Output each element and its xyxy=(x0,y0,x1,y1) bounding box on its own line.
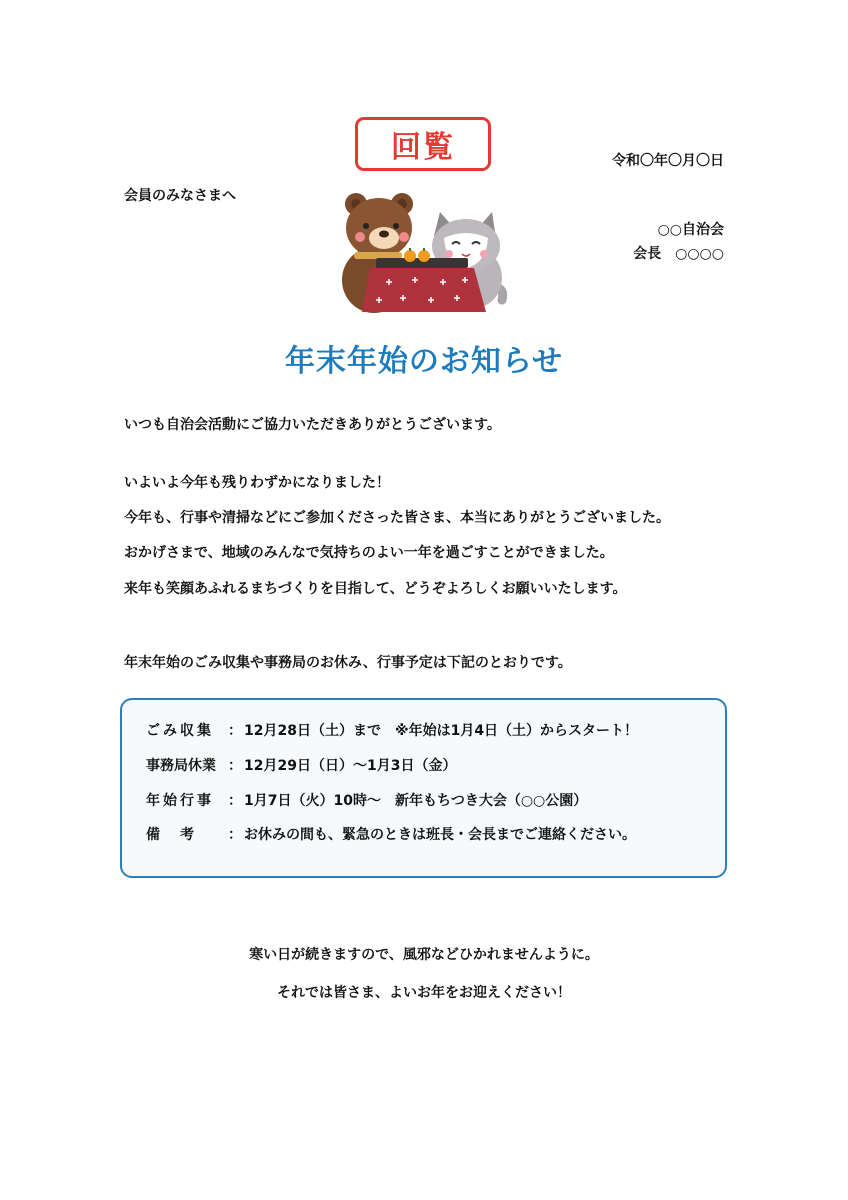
sender-organization: ○○自治会 xyxy=(657,222,724,238)
sender-block xyxy=(633,218,724,266)
schedule-colon: ： xyxy=(228,758,242,774)
orange-1 xyxy=(404,250,416,262)
bear-nose xyxy=(379,231,389,238)
closing-line-1: 寒い日が続きますので、風邪などひかれませんように。 xyxy=(249,947,599,963)
sender-name: ○○○○ xyxy=(675,246,724,262)
orange-2 xyxy=(418,250,430,262)
schedule-colon: ： xyxy=(228,723,242,739)
schedule-row-office-closed xyxy=(146,755,456,775)
closing-line-2: それでは皆さま、よいお年をお迎えください！ xyxy=(277,985,571,1001)
addressee: 会員のみなさまへ xyxy=(124,188,236,204)
body-line-4: 来年も笑顔あふれるまちづくりを目指して、どうぞよろしくお願いいたします。 xyxy=(124,581,627,597)
bear-eye-left xyxy=(363,223,369,229)
schedule-box xyxy=(120,698,727,878)
schedule-colon: ： xyxy=(228,827,242,843)
schedule-colon: ： xyxy=(228,793,242,809)
bear-scarf xyxy=(354,252,402,259)
body-line-3: おかげさまで、地域のみんなで気持ちのよい一年を過ごすことができました。 xyxy=(124,545,614,561)
schedule-label: ごみ収集 xyxy=(146,723,214,739)
schedule-value: 12月28日（土）まで ※年始は1月4日（土）からスタート！ xyxy=(244,723,639,739)
body-line-1: いよいよ今年も残りわずかになりました！ xyxy=(124,475,390,491)
notice-title: 年末年始のお知らせ xyxy=(284,344,564,379)
bear-cheek-left xyxy=(355,232,365,242)
bear-muzzle xyxy=(369,227,399,249)
greeting-text: いつも自治会活動にご協力いただきありがとうございます。 xyxy=(124,417,501,433)
cat-cheek-left xyxy=(445,250,453,258)
schedule-row-new-year-event xyxy=(146,790,587,810)
kotatsu-futon xyxy=(362,268,486,312)
sender-role: 会長 xyxy=(633,246,662,262)
schedule-row-garbage xyxy=(146,720,638,740)
bear-cheek-right xyxy=(399,232,409,242)
schedule-row-notes xyxy=(146,824,636,844)
cat-cheek-right xyxy=(480,250,488,258)
sender-chair xyxy=(633,242,724,266)
body-line-2: 今年も、行事や清掃などにご参加くださった皆さま、本当にありがとうございました。 xyxy=(124,510,670,526)
schedule-value: 12月29日（日）～1月3日（金） xyxy=(244,758,457,774)
schedule-label: 年始行事 xyxy=(146,793,214,809)
document-date: 令和〇年〇月〇日 xyxy=(612,153,724,169)
schedule-intro: 年末年始のごみ収集や事務局のお休み、行事予定は下記のとおりです。 xyxy=(124,655,572,671)
schedule-label: 事務局休業 xyxy=(146,758,216,774)
schedule-value: お休みの間も、緊急のときは班長・会長までご連絡ください。 xyxy=(244,827,636,843)
bear-and-cat-kotatsu-illustration xyxy=(336,188,512,316)
bear-eye-right xyxy=(393,223,399,229)
schedule-label: 備 考 xyxy=(146,827,197,843)
kairan-stamp: 回覧 xyxy=(355,117,491,171)
schedule-value: 1月7日（火）10時～ 新年もちつき大会（○○公園） xyxy=(244,793,588,809)
